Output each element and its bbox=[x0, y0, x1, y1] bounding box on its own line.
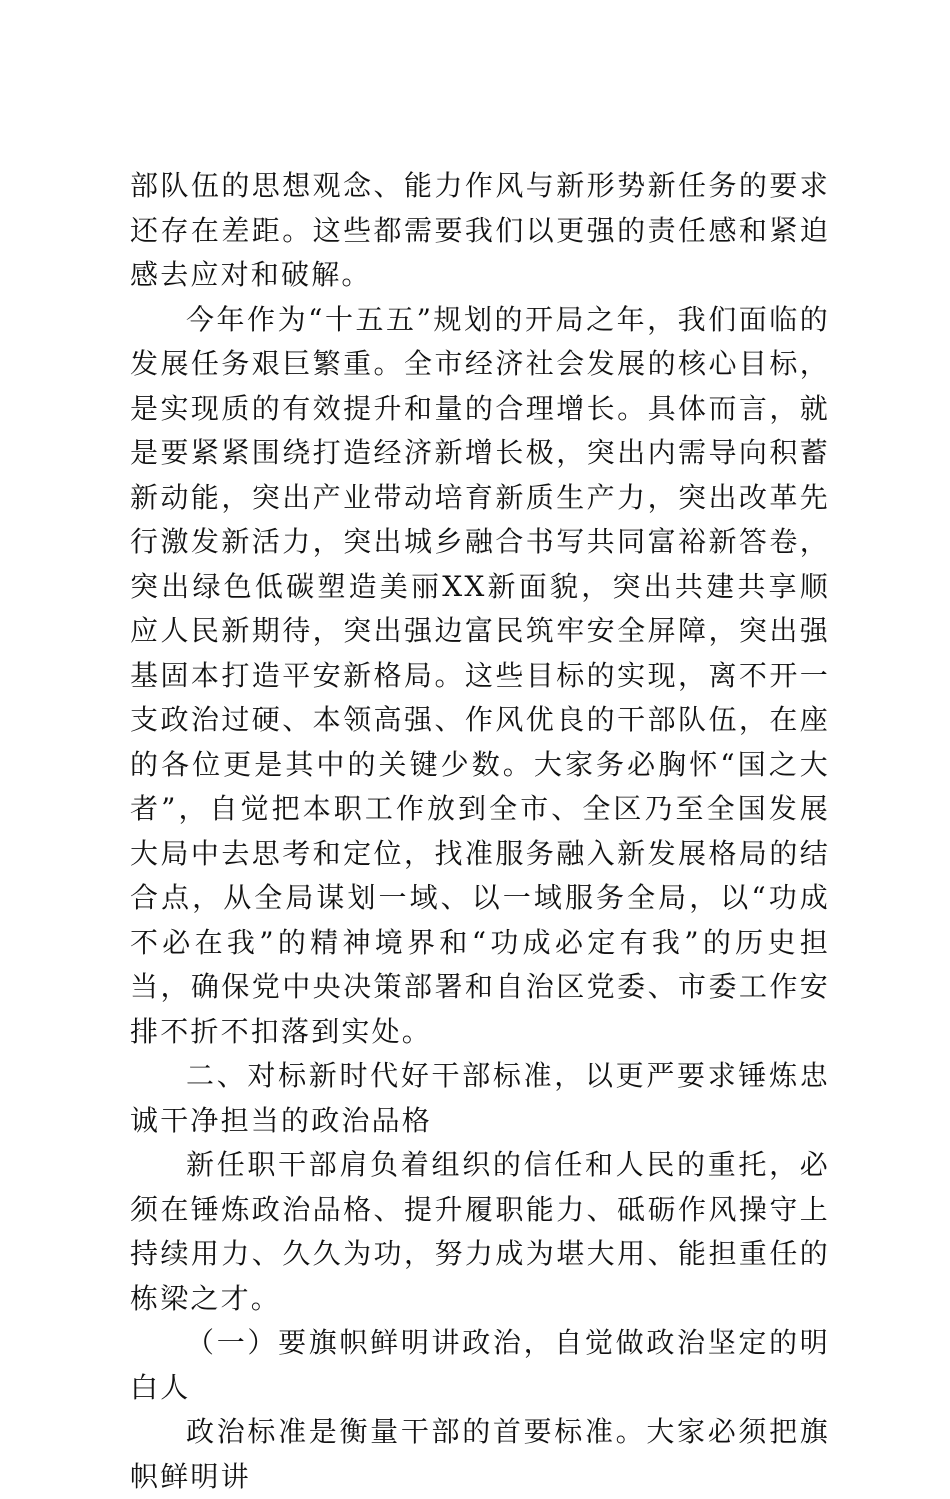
paragraph-development-goals: 今年作为“十五五”规划的开局之年，我们面临的发展任务艰巨繁重。全市经济社会发展的核心目标，是实现质的有效提升和量的合理增长。具体而言，就是要紧紧围绕打造经济新增长极，突出内需导向积蓄新动能，突出产业带动培育新质生产力，突出改革先行激发新活力，突出城乡融合书写共同富裕新答卷，突出绿色低碳塑造美丽XX新面貌，突出共建共享顺应人民新期待，突出强边富民筑牢安全屏障，突出强基固本打造平安新格局。这些目标的实现，离不开一支政治过硬、本领高强、作风优良的干部队伍，在座的各位更是其中的关键少数。大家务必胸怀“国之大者”，自觉把本职工作放到全市、全区乃至全国发展大局中去思考和定位，找准服务融入新发展格局的结合点，从全局谋划一域、以一域服务全局，以“功成不必在我”的精神境界和“功成必定有我”的历史担当，确保党中央决策部署和自治区党委、市委工作安排不折不扣落到实处。 bbox=[130, 302, 830, 1048]
subsection-heading-one: （一）要旗帜鲜明讲政治，自觉做政治坚定的明白人 bbox=[130, 1326, 830, 1404]
paragraph-political-standard: 政治标准是衡量干部的首要标准。大家必须把旗帜鲜明讲 bbox=[130, 1415, 830, 1493]
paragraph-new-cadres: 新任职干部肩负着组织的信任和人民的重托，必须在锤炼政治品格、提升履职能力、砥砺作风操守上持续用力、久久为功，努力成为堪大用、能担重任的栋梁之才。 bbox=[130, 1148, 830, 1315]
paragraph-continuation: 部队伍的思想观念、能力作风与新形势新任务的要求还存在差距。这些都需要我们以更强的责任感和紧迫感去应对和破解。 bbox=[130, 169, 830, 291]
section-heading-two: 二、对标新时代好干部标准，以更严要求锤炼忠诚干净担当的政治品格 bbox=[130, 1059, 830, 1137]
document-page bbox=[130, 164, 830, 1499]
